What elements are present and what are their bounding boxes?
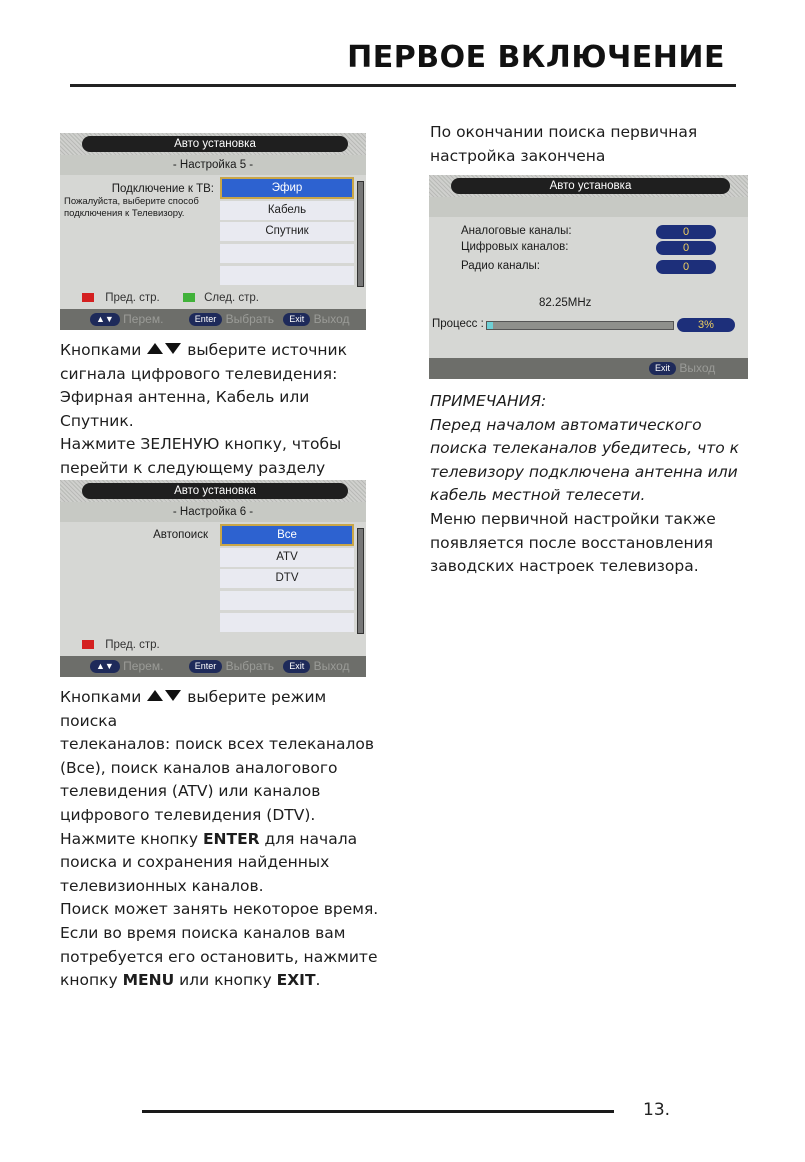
para1-line: Эфирная антенна, Кабель или Спутник. — [60, 388, 310, 430]
enter-keyword: ENTER — [202, 829, 260, 848]
screen-title: Авто установка — [82, 483, 348, 499]
para3-line: настройка закончена — [430, 146, 606, 165]
tv-screen-source-select — [60, 133, 366, 330]
notes-line: Перед началом автоматического — [430, 415, 702, 434]
page-number: 13. — [643, 1100, 671, 1120]
radio-channels-label: Радио каналы: — [461, 260, 541, 272]
option-cable[interactable]: Кабель — [220, 201, 354, 220]
notes-line: заводских настроек телевизора. — [430, 557, 699, 576]
down-arrow-icon — [165, 343, 181, 354]
screen-subtitle: - Настройка 5 - — [60, 155, 366, 175]
option-empty-1 — [220, 591, 354, 610]
hint-line-2: подключения к Телевизору. — [64, 208, 185, 219]
scrollbar[interactable] — [357, 528, 364, 634]
enter-label: Выбрать — [225, 312, 274, 326]
para2-prefix: Кнопками — [60, 688, 142, 706]
para1-line: перейти к следующему разделу — [60, 458, 326, 477]
option-empty-2 — [220, 266, 354, 285]
instructions-search-mode — [60, 686, 380, 993]
para2-suffix: выберите режим поиска — [60, 688, 327, 730]
subtitle-band — [429, 197, 748, 217]
notes-line: кабель местной телесети. — [430, 486, 646, 505]
prev-page-label: Пред. стр. — [105, 639, 160, 651]
notes-line: поиска телеканалов убедитесь, что к — [430, 439, 740, 458]
prev-page-label: Пред. стр. — [105, 292, 160, 304]
digital-channels-label: Цифровых каналов: — [461, 241, 569, 253]
screen-header-bar — [60, 480, 366, 502]
page-title: ПЕРВОЕ ВКЛЮЧЕНИЕ — [347, 40, 725, 75]
option-atv[interactable]: ATV — [220, 548, 354, 567]
exit-key: Exit — [649, 362, 676, 375]
up-arrow-icon — [147, 690, 163, 701]
para1-suffix: выберите источник — [187, 341, 347, 359]
footer-divider — [142, 1110, 614, 1113]
tv-screen-search-mode — [60, 480, 366, 677]
notes-line: Меню первичной настройки также — [430, 509, 716, 528]
color-key-row — [82, 292, 259, 304]
menu-keyword: MENU — [122, 971, 175, 990]
para2-line: телевизионных каналов. — [60, 876, 264, 895]
up-arrow-icon — [147, 343, 163, 354]
nav-label: Перем. — [123, 659, 164, 673]
para3-line: По окончании поиска первичная — [430, 123, 698, 141]
para2-line: поиска и сохранения найденных — [60, 853, 330, 872]
red-key-icon — [82, 640, 94, 649]
exit-label: Выход — [313, 659, 350, 673]
radio-channels-value: 0 — [656, 260, 716, 274]
frequency-readout: 82.25MHz — [539, 297, 592, 309]
option-satellite[interactable]: Спутник — [220, 222, 354, 241]
progress-fill — [487, 322, 493, 329]
para2-line: телеканалов: поиск всех телеканалов — [60, 735, 374, 754]
nav-arrows-key: ▲▼ — [90, 660, 120, 673]
title-divider — [70, 84, 736, 87]
option-empty-1 — [220, 244, 354, 263]
nav-label: Перем. — [123, 312, 164, 326]
para1-prefix: Кнопками — [60, 341, 142, 359]
enter-key: Enter — [189, 660, 223, 673]
screen-subtitle: - Настройка 6 - — [60, 502, 366, 522]
screen-bottom-bar — [429, 358, 748, 379]
green-key-icon — [183, 293, 195, 302]
color-key-row — [82, 639, 160, 651]
progress-track — [486, 321, 674, 330]
down-arrow-icon — [165, 690, 181, 701]
para2-line: Если во время поиска каналов вам — [60, 923, 346, 942]
exit-keyword: EXIT — [276, 971, 316, 990]
screen-bottom-bar — [60, 656, 366, 677]
notes-heading: ПРИМЕЧАНИЯ: — [430, 392, 547, 410]
para1-line: Нажмите ЗЕЛЕНУЮ кнопку, чтобы — [60, 435, 342, 454]
notes-line: телевизору подключена антенна или — [430, 462, 738, 481]
para2-text: или кнопку — [174, 971, 277, 990]
exit-label: Выход — [679, 361, 716, 375]
para2-line: телевидения (ATV) или каналов — [60, 782, 321, 801]
exit-key: Exit — [283, 660, 310, 673]
analog-channels-value: 0 — [656, 225, 716, 239]
autosearch-label: Автопоиск — [153, 529, 208, 541]
screen-bottom-bar — [60, 309, 366, 330]
para1-line: сигнала цифрового телевидения: — [60, 364, 338, 383]
digital-channels-value: 0 — [656, 241, 716, 255]
para2-line: Поиск может занять некоторое время. — [60, 900, 379, 919]
screen-header-bar — [429, 175, 748, 197]
enter-key: Enter — [189, 313, 223, 326]
tv-screen-search-progress — [429, 175, 748, 379]
scrollbar[interactable] — [357, 181, 364, 287]
progress-percent: 3% — [677, 318, 735, 332]
screen-title: Авто установка — [82, 136, 348, 152]
screen-header-bar — [60, 133, 366, 155]
screen-title: Авто установка — [451, 178, 730, 194]
para2-text: кнопку — [60, 971, 123, 990]
hint-line-1: Пожалуйста, выберите способ — [64, 196, 199, 207]
connection-label: Подключение к ТВ: — [111, 183, 214, 195]
option-air[interactable]: Эфир — [222, 179, 352, 197]
para2-text: для начала — [259, 829, 358, 848]
process-label: Процесс : — [432, 318, 484, 330]
para2-line: потребуется его остановить, нажмите — [60, 947, 378, 966]
exit-label: Выход — [313, 312, 350, 326]
option-dtv[interactable]: DTV — [220, 569, 354, 588]
option-empty-2 — [220, 613, 354, 632]
exit-key: Exit — [283, 313, 310, 326]
nav-arrows-key: ▲▼ — [90, 313, 120, 326]
notes-line: появляется после восстановления — [430, 533, 714, 552]
para2-line: цифрового телевидения (DTV). — [60, 805, 316, 824]
para2-line: (Все), поиск каналов аналогового — [60, 758, 338, 777]
analog-channels-label: Аналоговые каналы: — [461, 225, 572, 237]
para2-text: . — [315, 971, 321, 990]
para2-text: Нажмите кнопку — [60, 829, 203, 848]
notes-section — [430, 390, 760, 579]
instructions-finish — [430, 121, 750, 168]
next-page-label: След. стр. — [204, 292, 259, 304]
option-all[interactable]: Все — [222, 526, 352, 544]
enter-label: Выбрать — [225, 659, 274, 673]
red-key-icon — [82, 293, 94, 302]
